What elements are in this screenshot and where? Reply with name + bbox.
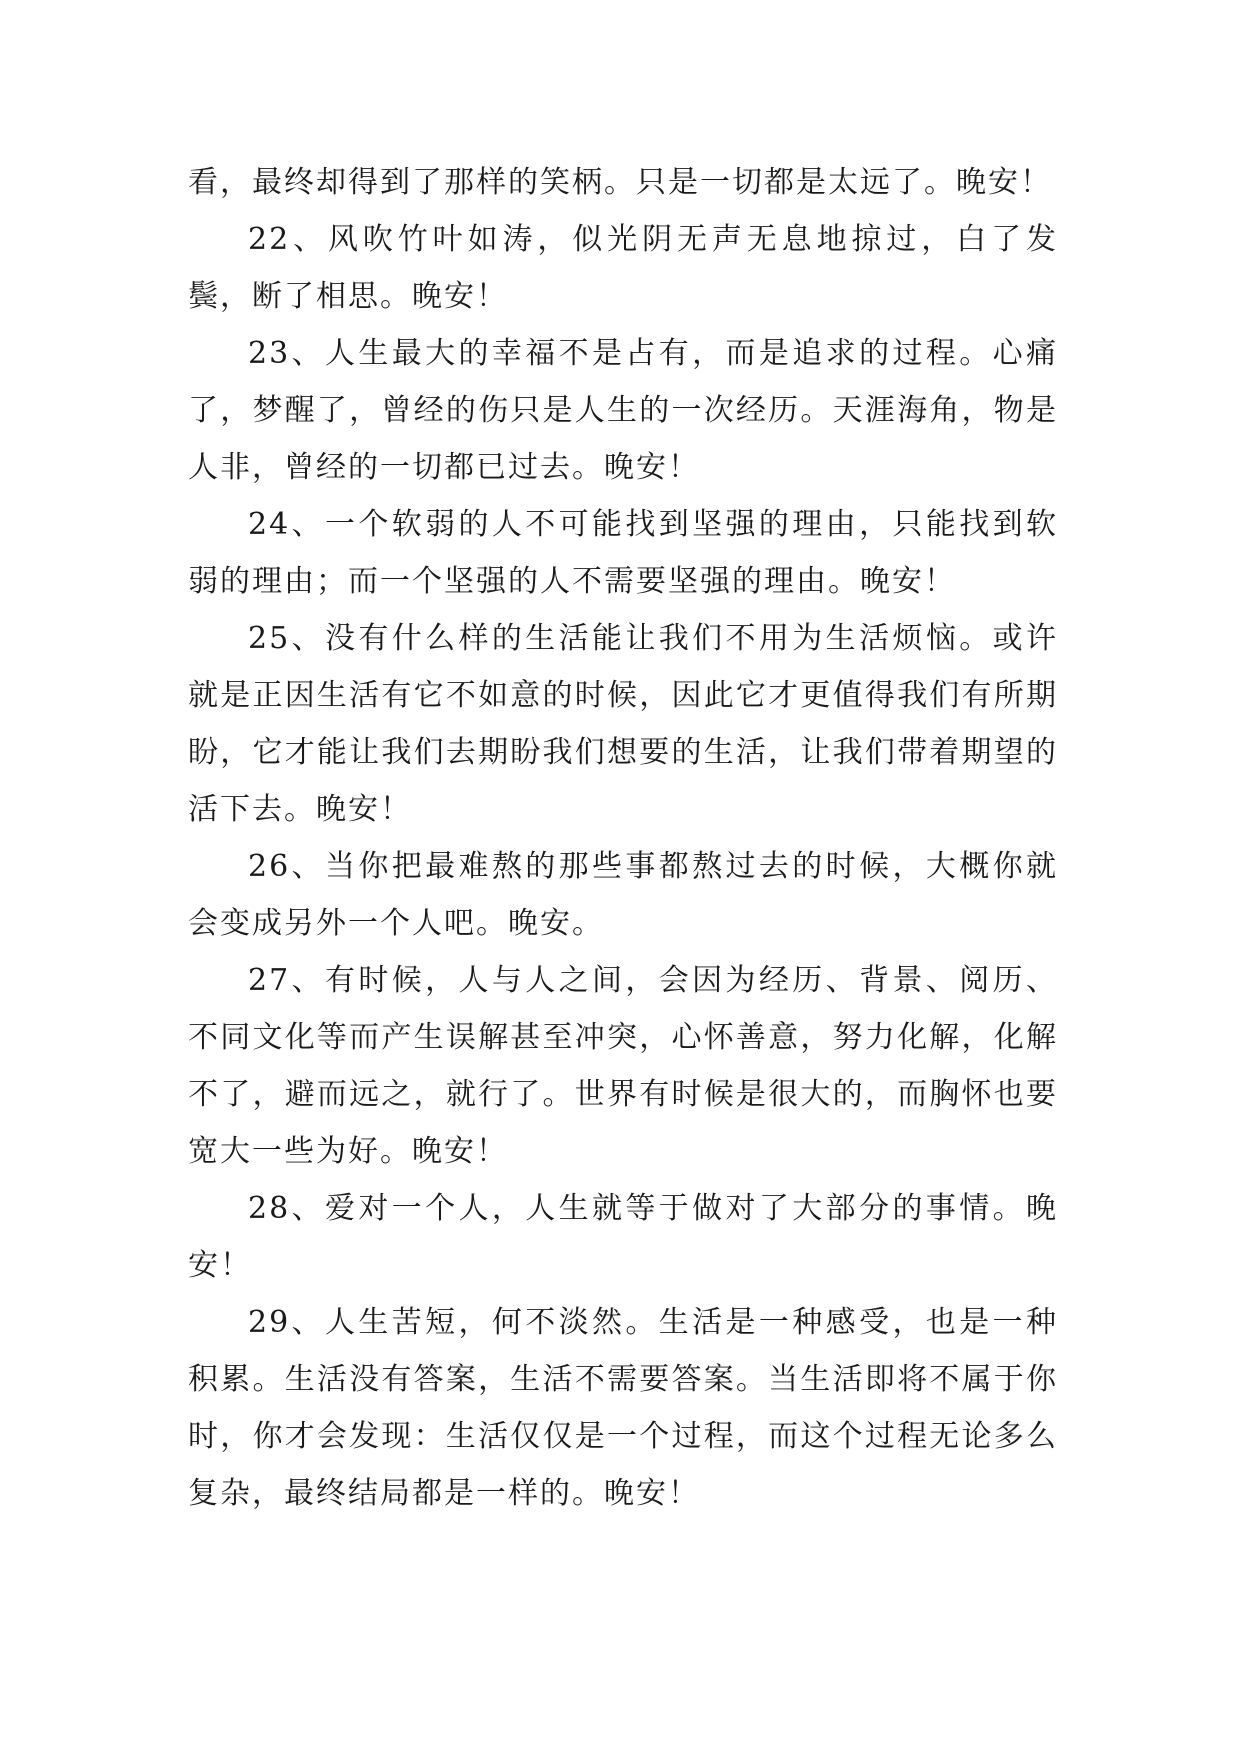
paragraph-29: 29、人生苦短，何不淡然。生活是一种感受，也是一种积累。生活没有答案，生活不需要答案。当生活即将不属于你时，你才会发现：生活仅仅是一个过程，而这个过程无论多么复杂，最终结局都是一样的。晚安！ (188, 1305, 1058, 1511)
paragraph-continued: 看，最终却得到了那样的笑柄。只是一切都是太远了。晚安！ (188, 165, 1052, 200)
paragraph-23: 23、人生最大的幸福不是占有，而是追求的过程。心痛了，梦醒了，曾经的伤只是人生的一次经历。天涯海角，物是人非，曾经的一切都已过去。晚安！ (188, 336, 1058, 485)
paragraph-22: 22、风吹竹叶如涛，似光阴无声无息地掠过，白了发鬓，断了相思。晚安！ (188, 222, 1058, 314)
paragraph-25: 25、没有什么样的生活能让我们不用为生活烦恼。或许就是正因生活有它不如意的时候，因此它才更值得我们有所期盼，它才能让我们去期盼我们想要的生活，让我们带着期望的活下去。晚安！ (188, 621, 1058, 827)
paragraph-27: 27、有时候，人与人之间，会因为经历、背景、阅历、不同文化等而产生误解甚至冲突，心怀善意，努力化解，化解不了，避而远之，就行了。世界有时候是很大的，而胸怀也要宽大一些为好。晚安！ (188, 963, 1058, 1169)
document-body (188, 154, 1058, 1522)
paragraph-24: 24、一个软弱的人不可能找到坚强的理由，只能找到软弱的理由；而一个坚强的人不需要坚强的理由。晚安！ (188, 507, 1058, 599)
paragraph-26: 26、当你把最难熬的那些事都熬过去的时候，大概你就会变成另外一个人吧。晚安。 (188, 849, 1058, 941)
paragraph-28: 28、爱对一个人，人生就等于做对了大部分的事情。晚安！ (188, 1191, 1058, 1283)
